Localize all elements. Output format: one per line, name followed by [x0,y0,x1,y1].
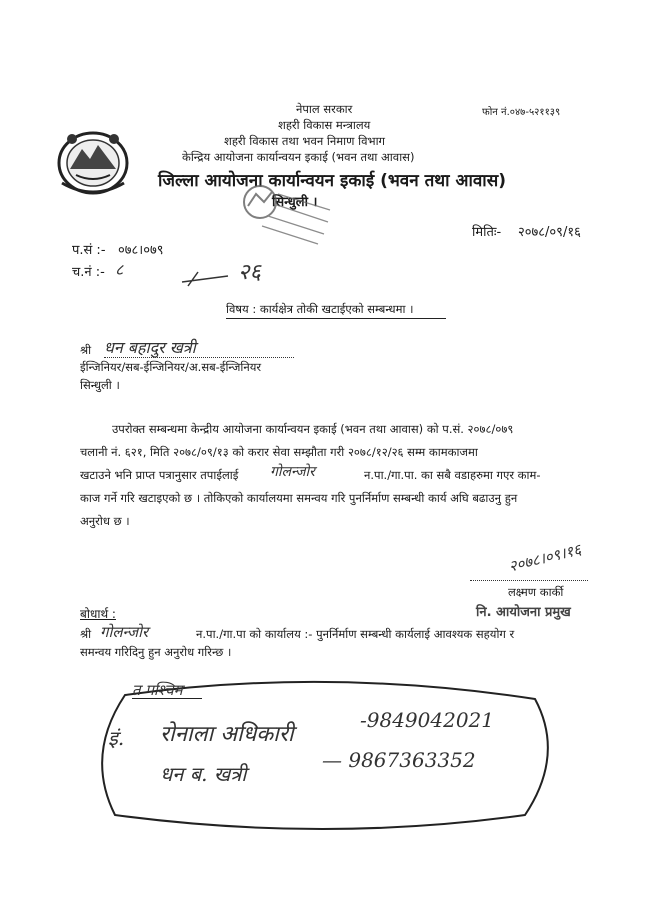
body-line-1: उपरोक्त सम्बन्धमा केन्द्रीय आयोजना कार्यान्वयन इकाई (भवन तथा आवास) को प.सं. २०७८/०७९ [112,422,514,436]
ps-value: ०७८।०७९ [118,243,164,258]
signature-scribble: २०७८।०९।१६ [506,540,583,576]
cc-hand: गोलन्जोर [100,623,149,641]
recipient-place: सिन्धुली । [80,378,120,392]
note-title: त पश्चिम [132,681,183,699]
body-line-3a: खटाउने भनि प्राप्त पत्रानुसार तपाईलाई [80,468,239,482]
signature-name: लक्ष्मण कार्की [508,585,564,599]
signature-dotline [470,580,588,581]
header-district-unit: जिल्ला आयोजना कार्यान्वयन इकाई (भवन तथा आवास) [158,171,506,191]
recipient-dotline [104,357,294,358]
header-place: सिन्धुली । [272,195,318,210]
body-line-3b: न.पा./गा.पा. का सबै वडाहरुमा गएर काम- [364,468,541,482]
date-label: मितिः- [472,225,502,240]
subject: विषय : कार्यक्षेत्र तोकी खटाईएको सम्बन्धमा । [226,302,414,316]
cc-label: बोधार्थ : [80,607,116,621]
note-line2-name: धन ब. खत्री [160,762,247,786]
cc-prefix: श्री [80,627,92,641]
header-unit: केन्द्रिय आयोजना कार्यान्वयन इकाई (भवन तथा आवास) [182,150,415,164]
note-title-underline [132,698,202,699]
note-line1-prefix: इं. [108,726,125,750]
body-line-3-hand: गोलन्जोर [270,464,315,480]
subject-underline [226,318,446,319]
body-line-4: काज गर्ने गरि खटाइएको छ । तोकिएको कार्यालयमा समन्वय गरि पुनर्निर्माण सम्बन्धी कार्य अघि बढाउनु हुन [80,491,518,505]
hand-arrow [178,268,236,290]
header-gov: नेपाल सरकार [296,102,353,116]
header-ministry: शहरी विकास मन्त्रालय [278,118,371,132]
body-line-2: चलानी नं. ६२१, मिति २०७८/०९/१३ को करार सेवा सम्झौता गरी २०७८/१२/२६ सम्म कामकाजमा [80,445,478,459]
recipient-prefix: श्री [80,343,92,357]
header-phone: फोन नं.०४७-५२११३९ [482,107,561,118]
recipient-name: धन बहादुर खत्री [104,338,196,357]
date-value: २०७८/०९/१६ [518,225,581,240]
recipient-title: ईन्जिनियर/सब-ईन्जिनियर/अ.सब-ईन्जिनियर [80,360,262,374]
office-stamp-icon [238,180,338,250]
cn-label: च.नं :- [72,265,105,280]
note-line1-phone: -9849042021 [360,708,495,732]
signature-role: नि. आयोजना प्रमुख [476,605,571,620]
nepal-emblem-icon [54,125,132,197]
ps-label: प.सं :- [72,243,106,258]
note-line1-name: रोनाला अधिकारी [160,722,294,747]
cc-text: न.पा./गा.पा को कार्यालय :- पुनर्निर्माण सम्बन्धी कार्यलाई आवश्यक सहयोग र [196,627,515,641]
cc-text-2: समन्वय गरिदिनु हुन अनुरोध गरिन्छ । [80,645,232,659]
cn-value: ८ [115,260,124,279]
cn-hand-number: २६ [238,260,261,285]
note-line2-phone: — 9867363352 [322,748,476,772]
body-line-5: अनुरोध छ । [80,514,130,528]
header-department: शहरी विकास तथा भवन निमाण विभाग [224,134,386,148]
